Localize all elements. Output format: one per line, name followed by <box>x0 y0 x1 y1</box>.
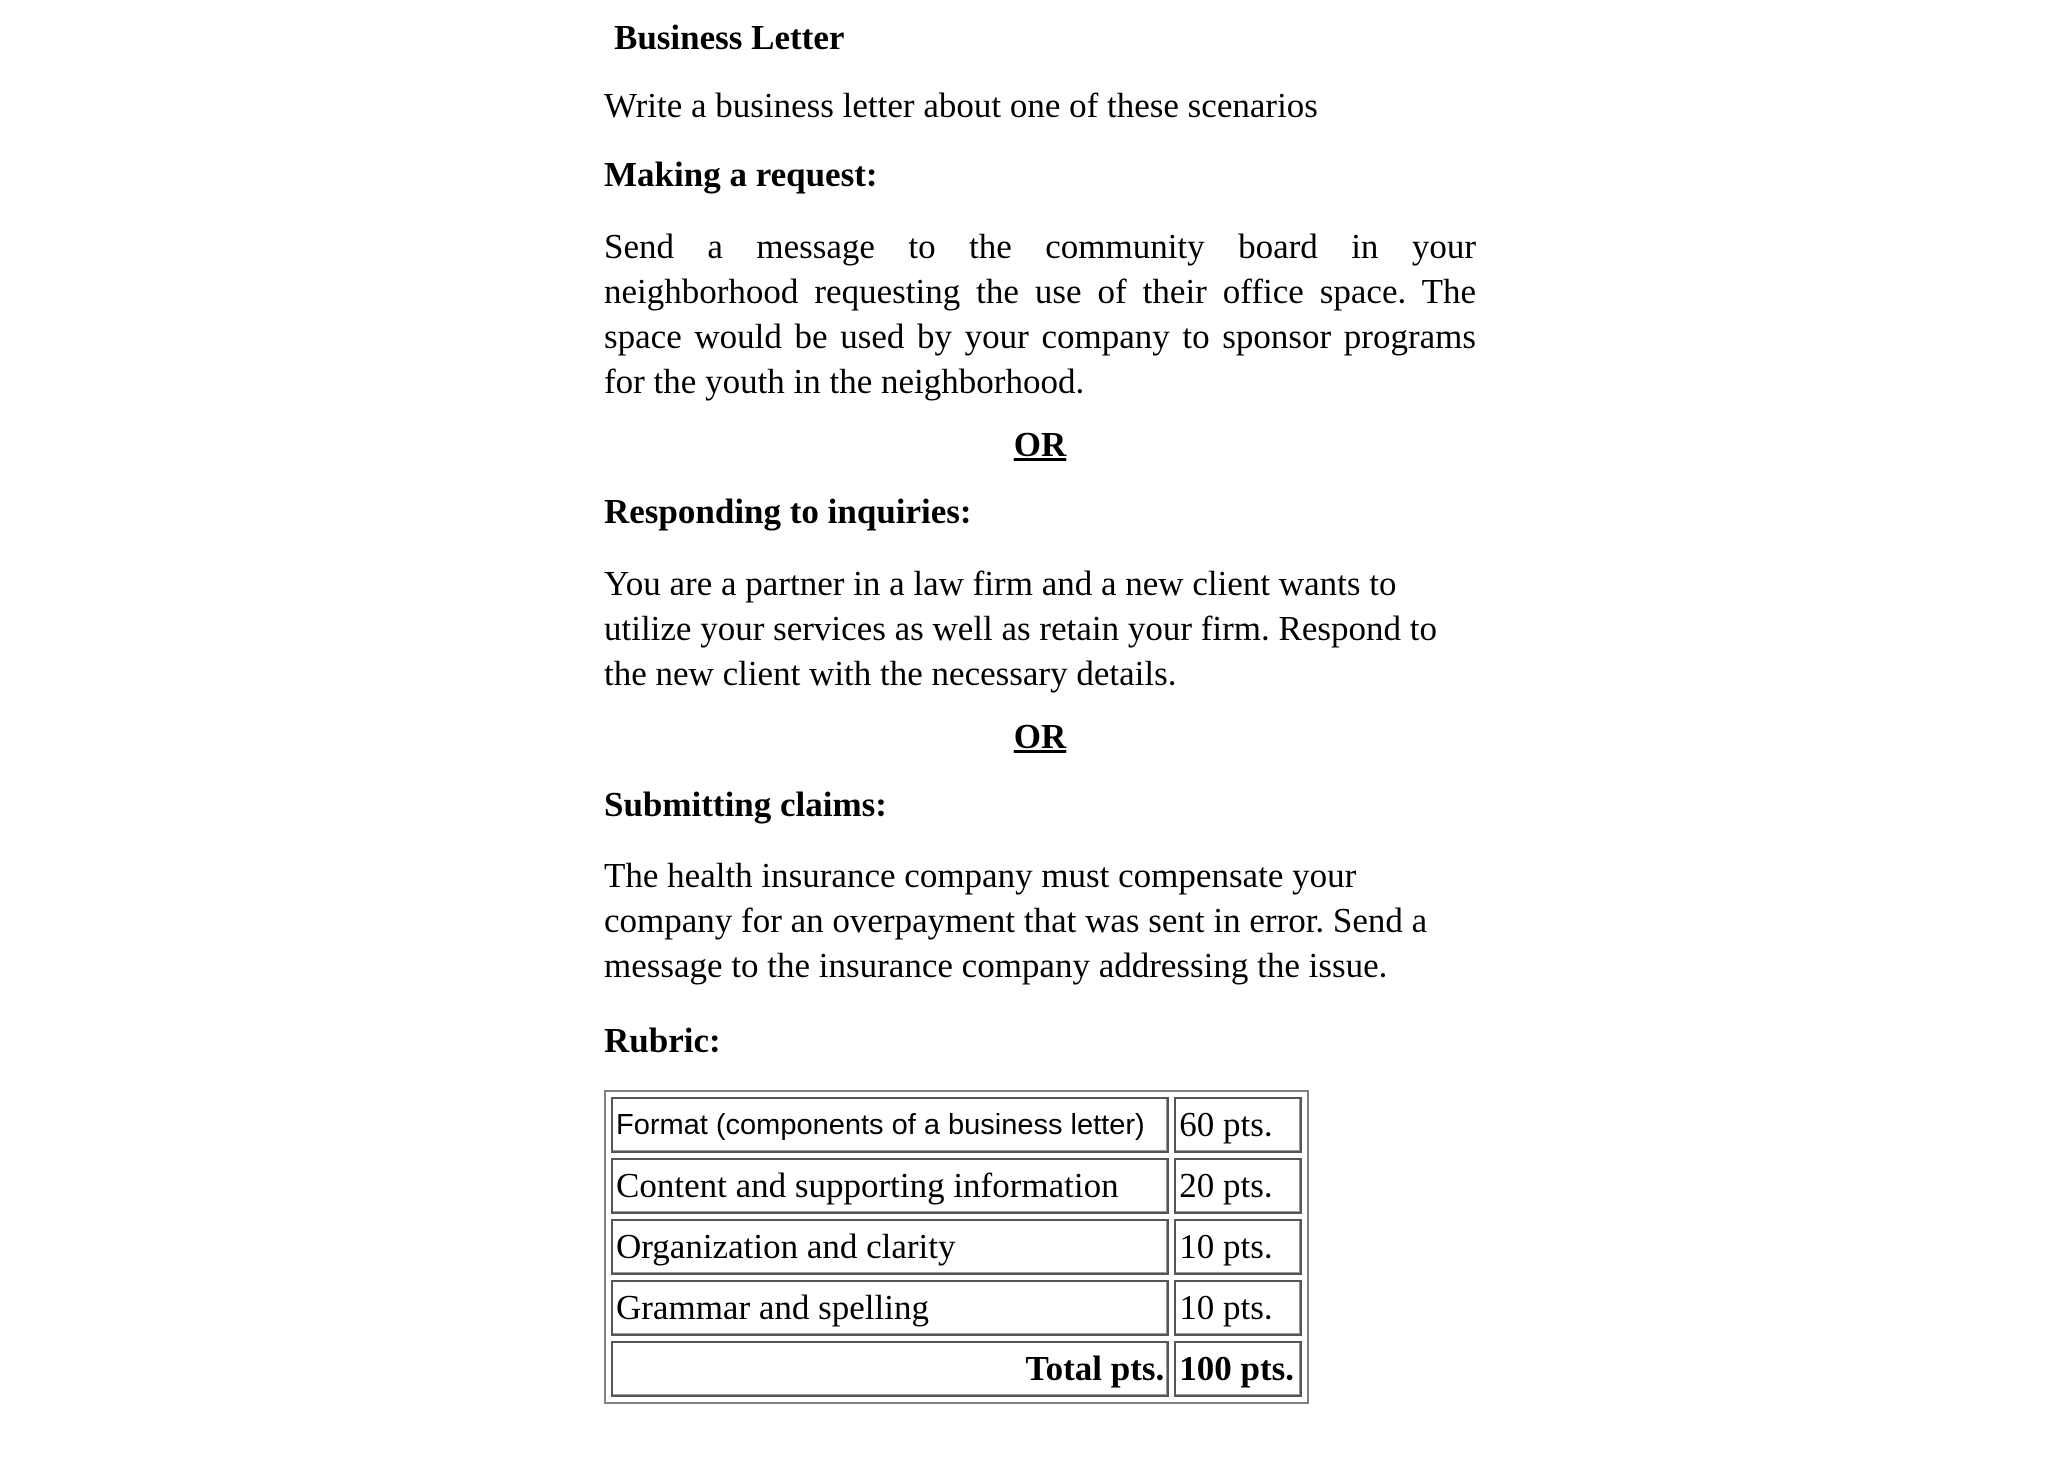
rubric-total-label: Total pts. <box>611 1341 1169 1397</box>
rubric-criterion: Content and supporting information <box>611 1158 1169 1214</box>
rubric-total-points: 100 pts. <box>1174 1341 1302 1397</box>
table-row <box>611 1280 1302 1336</box>
or-separator: OR <box>1013 425 1067 464</box>
table-row <box>611 1219 1302 1275</box>
scenario-text-request: Send a message to the community board in your neighborhood requesting the use of their office space. The space would be used by your company to sponsor programs for the youth in the neighborhood. <box>604 227 1476 401</box>
intro-text: Write a business letter about one of these scenarios <box>604 86 1318 125</box>
rubric-criterion: Grammar and spelling <box>611 1280 1169 1336</box>
rubric-points: 10 pts. <box>1174 1280 1302 1336</box>
scenario-heading-claims: Submitting claims: <box>604 785 887 824</box>
rubric-heading: Rubric: <box>604 1021 721 1060</box>
rubric-points: 20 pts. <box>1174 1158 1302 1214</box>
scenario-heading-request: Making a request: <box>604 155 878 194</box>
rubric-points: 60 pts. <box>1174 1097 1302 1153</box>
table-row <box>611 1158 1302 1214</box>
or-separator: OR <box>1013 717 1067 756</box>
table-row <box>611 1097 1302 1153</box>
rubric-criterion: Format (components of a business letter) <box>611 1097 1169 1153</box>
rubric-table-container <box>604 1090 1309 1388</box>
rubric-table <box>604 1090 1309 1404</box>
rubric-points: 10 pts. <box>1174 1219 1302 1275</box>
scenario-text-claims: The health insurance company must compensate your company for an overpayment that was sent in error. Send a message to the insurance company addressing the issue. <box>604 856 1428 985</box>
scenario-heading-inquiries: Responding to inquiries: <box>604 492 972 531</box>
rubric-criterion: Organization and clarity <box>611 1219 1169 1275</box>
table-row-total <box>611 1341 1302 1397</box>
document-title: Business Letter <box>614 18 845 57</box>
scenario-text-inquiries: You are a partner in a law firm and a new client wants to utilize your services as well as retain your firm. Respond to the new client with the necessary details. <box>604 564 1437 693</box>
